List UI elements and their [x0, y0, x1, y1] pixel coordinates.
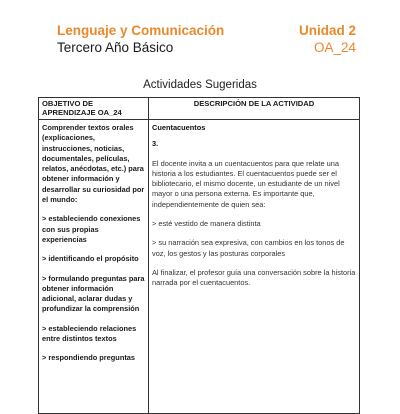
activity-paragraph: Al finalizar, el profesor guía una conversación sobre la historia narrada por el cuentacuentos. — [152, 267, 356, 288]
activity-paragraph: > esté vestido de manera distinta — [152, 219, 261, 229]
objective-item: > identificando el propósito — [42, 254, 139, 264]
objective-column-header: OBJETIVO DE APRENDIZAJE OA_24 — [39, 98, 149, 120]
grade-subtitle: Tercero Año Básico — [57, 40, 174, 55]
objective-item: > respondiendo preguntas — [42, 353, 136, 363]
activity-cell — [149, 120, 360, 414]
header-left — [57, 22, 224, 56]
header-right — [299, 22, 356, 56]
table-row — [39, 120, 360, 414]
subject-title: Lenguaje y Comunicación — [57, 23, 225, 38]
objective-item: > estableciendo relaciones entre distintos textos — [42, 323, 137, 344]
objective-code: OA_24 — [313, 40, 356, 55]
activities-table — [38, 97, 360, 414]
objective-item: > formulando preguntas para obtener información adicional, aclarar dudas y profundizar la comprensión — [42, 273, 145, 314]
activity-paragraph: El docente invita a un cuentacuentos para que relate una historia a los estudiantes. El cuentacuentos puede ser el bibliotecario, el mismo docente, un estudiante de un nivel mayor o una persona externa. Es importante que, independientemente de quien sea: — [152, 158, 340, 209]
objective-item: > estableciendo conexiones con sus propias experiencias — [42, 214, 141, 244]
document-title: Actividades Sugeridas — [143, 79, 257, 91]
activity-column-header: DESCRIPCIÓN DE LA ACTIVIDAD — [149, 98, 360, 120]
objective-cell — [39, 120, 149, 414]
activity-title: Cuentacuentos — [152, 123, 206, 132]
table-header-row — [39, 98, 360, 120]
activity-paragraph: > su narración sea expresiva, con cambios en los tonos de voz, los gestos y las posturas corporales — [152, 238, 345, 258]
activity-number: 3. — [152, 139, 159, 149]
objective-item: Comprender textos orales (explicaciones, instrucciones, noticias, documentales, películas, relatos, anécdotas, etc.) para obtener información y desarrollar su curiosidad por el mundo: — [42, 123, 145, 205]
unit-label: Unidad 2 — [298, 23, 356, 38]
